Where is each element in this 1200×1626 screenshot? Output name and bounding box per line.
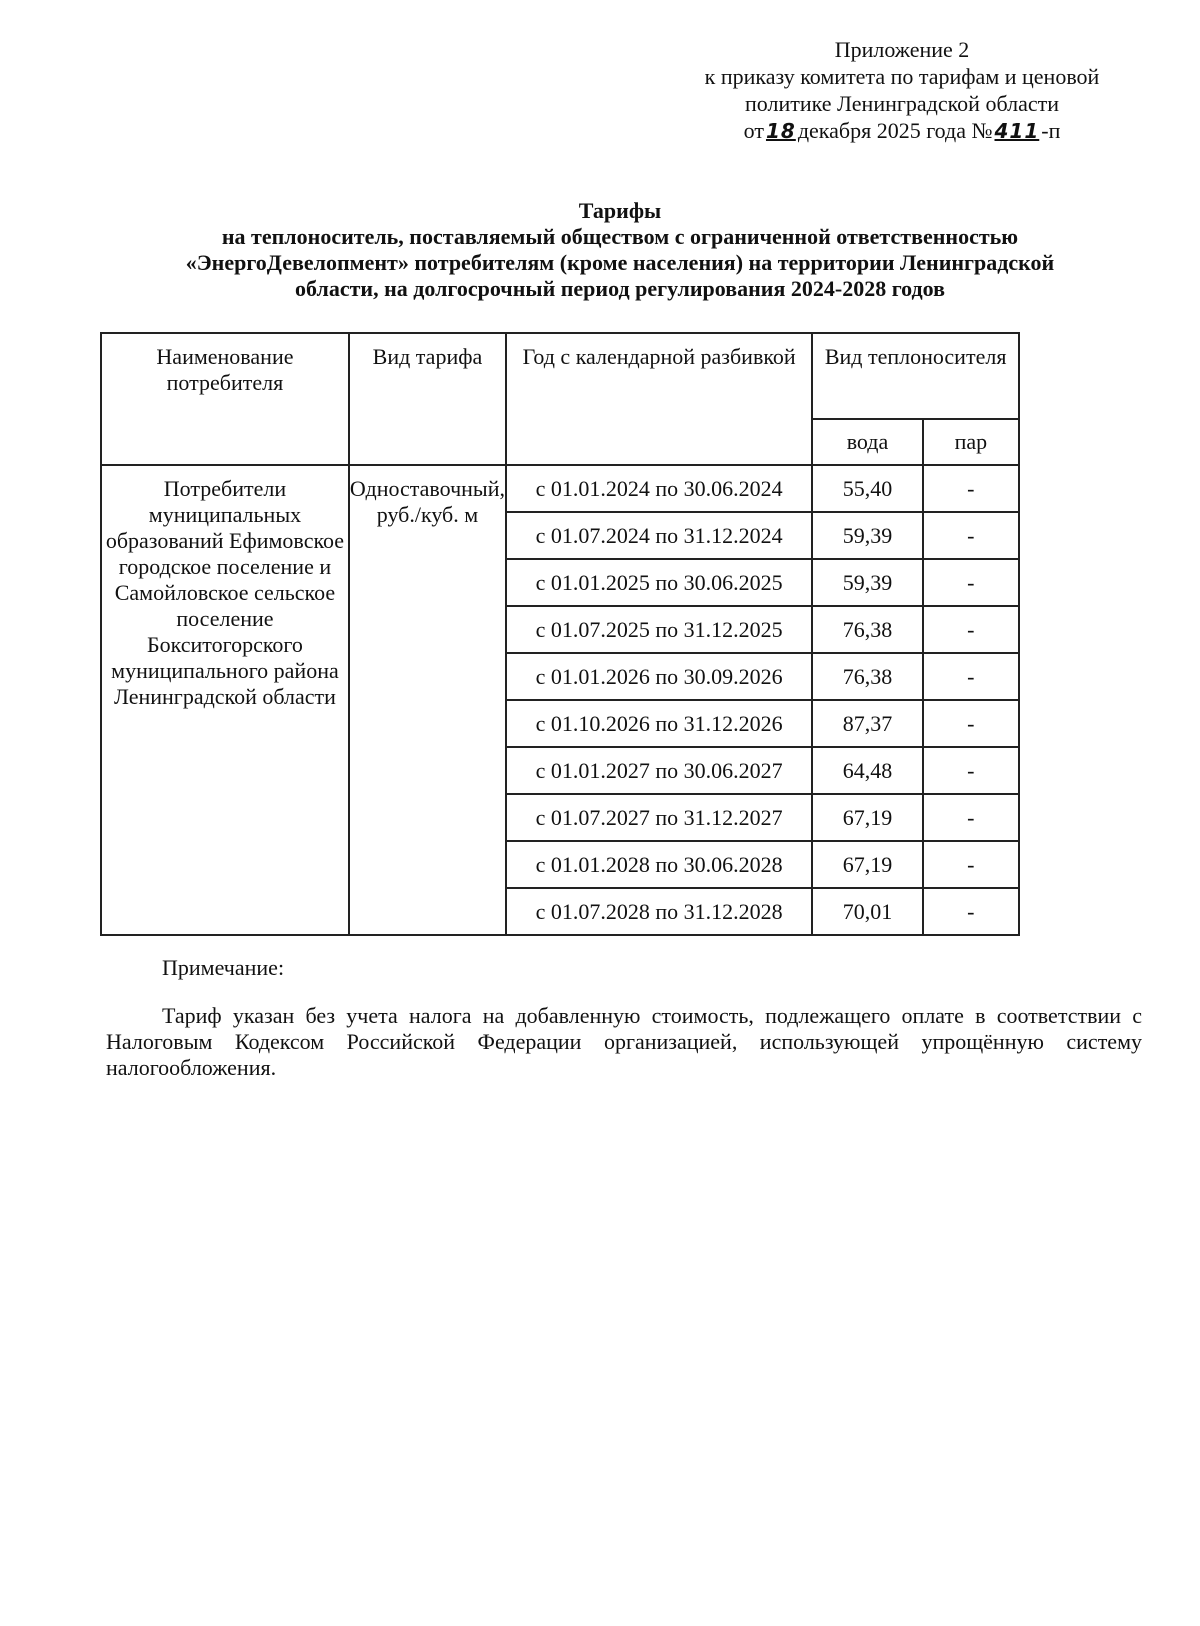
appendix-header: [672, 36, 1132, 145]
period-cell: с 01.01.2028 по 30.06.2028: [506, 841, 812, 888]
steam-tariff-cell: -: [923, 606, 1019, 653]
water-tariff-cell: 59,39: [812, 512, 922, 559]
header-consumer: Наименование потребителя: [101, 333, 349, 465]
header-steam: пар: [923, 419, 1019, 465]
period-cell: с 01.10.2026 по 31.12.2026: [506, 700, 812, 747]
period-cell: с 01.01.2024 по 30.06.2024: [506, 465, 812, 512]
steam-tariff-cell: -: [923, 888, 1019, 935]
tariff-type-cell: Одноставочный, руб./куб. м: [349, 465, 506, 935]
steam-tariff-cell: -: [923, 465, 1019, 512]
title-line-4: области, на долгосрочный период регулирования 2024-2028 годов: [295, 276, 945, 301]
water-tariff-cell: 87,37: [812, 700, 922, 747]
header-water: вода: [812, 419, 922, 465]
title-line-3: «ЭнергоДевелопмент» потребителям (кроме населения) на территории Ленинградской: [185, 250, 1055, 275]
table-row: [101, 465, 1019, 512]
tariff-table: [100, 332, 1020, 936]
water-tariff-cell: 76,38: [812, 653, 922, 700]
period-cell: с 01.07.2027 по 31.12.2027: [506, 794, 812, 841]
water-tariff-cell: 64,48: [812, 747, 922, 794]
steam-tariff-cell: -: [923, 841, 1019, 888]
water-tariff-cell: 67,19: [812, 794, 922, 841]
title-line-2: на теплоноситель, поставляемый обществом с ограниченной ответственностью: [221, 224, 1019, 249]
header-period: Год с календарной разбивкой: [506, 333, 812, 465]
steam-tariff-cell: -: [923, 653, 1019, 700]
period-cell: с 01.01.2027 по 30.06.2027: [506, 747, 812, 794]
committee-line: политике Ленинградской области: [744, 91, 1059, 116]
water-tariff-cell: 76,38: [812, 606, 922, 653]
period-cell: с 01.07.2024 по 31.12.2024: [506, 512, 812, 559]
water-tariff-cell: 67,19: [812, 841, 922, 888]
order-reference-line: к приказу комитета по тарифам и ценовой: [704, 64, 1100, 89]
note-title: Примечание:: [162, 955, 285, 980]
water-tariff-cell: 55,40: [812, 465, 922, 512]
order-date-line: от 18декабря 2025 года № 411-п: [743, 118, 1061, 143]
steam-tariff-cell: -: [923, 559, 1019, 606]
header-tariff-type: Вид тарифа: [349, 333, 506, 465]
steam-tariff-cell: -: [923, 512, 1019, 559]
period-cell: с 01.01.2025 по 30.06.2025: [506, 559, 812, 606]
note-text: Тариф указан без учета налога на добавленную стоимость, подлежащего оплате в соответствии с Налоговым Кодексом Российской Федерации организацией, использующей упрощённую систему налогообложения.: [106, 1003, 1142, 1080]
period-cell: с 01.01.2026 по 30.09.2026: [506, 653, 812, 700]
title-heading: Тарифы: [578, 198, 662, 223]
water-tariff-cell: 70,01: [812, 888, 922, 935]
steam-tariff-cell: -: [923, 700, 1019, 747]
period-cell: с 01.07.2025 по 31.12.2025: [506, 606, 812, 653]
period-cell: с 01.07.2028 по 31.12.2028: [506, 888, 812, 935]
header-carrier: Вид теплоносителя: [812, 333, 1019, 419]
water-tariff-cell: 59,39: [812, 559, 922, 606]
order-day-handwritten: 18: [765, 119, 796, 143]
document-title: [100, 198, 1140, 302]
steam-tariff-cell: -: [923, 794, 1019, 841]
consumer-name-cell: Потребители муниципальных образований Ефимовское городское поселение и Самойловское сельское поселение Бокситогорского муниципального района Ленинградской области: [101, 465, 349, 935]
order-number-handwritten: 411: [994, 119, 1040, 143]
appendix-label: Приложение 2: [834, 37, 970, 62]
steam-tariff-cell: -: [923, 747, 1019, 794]
